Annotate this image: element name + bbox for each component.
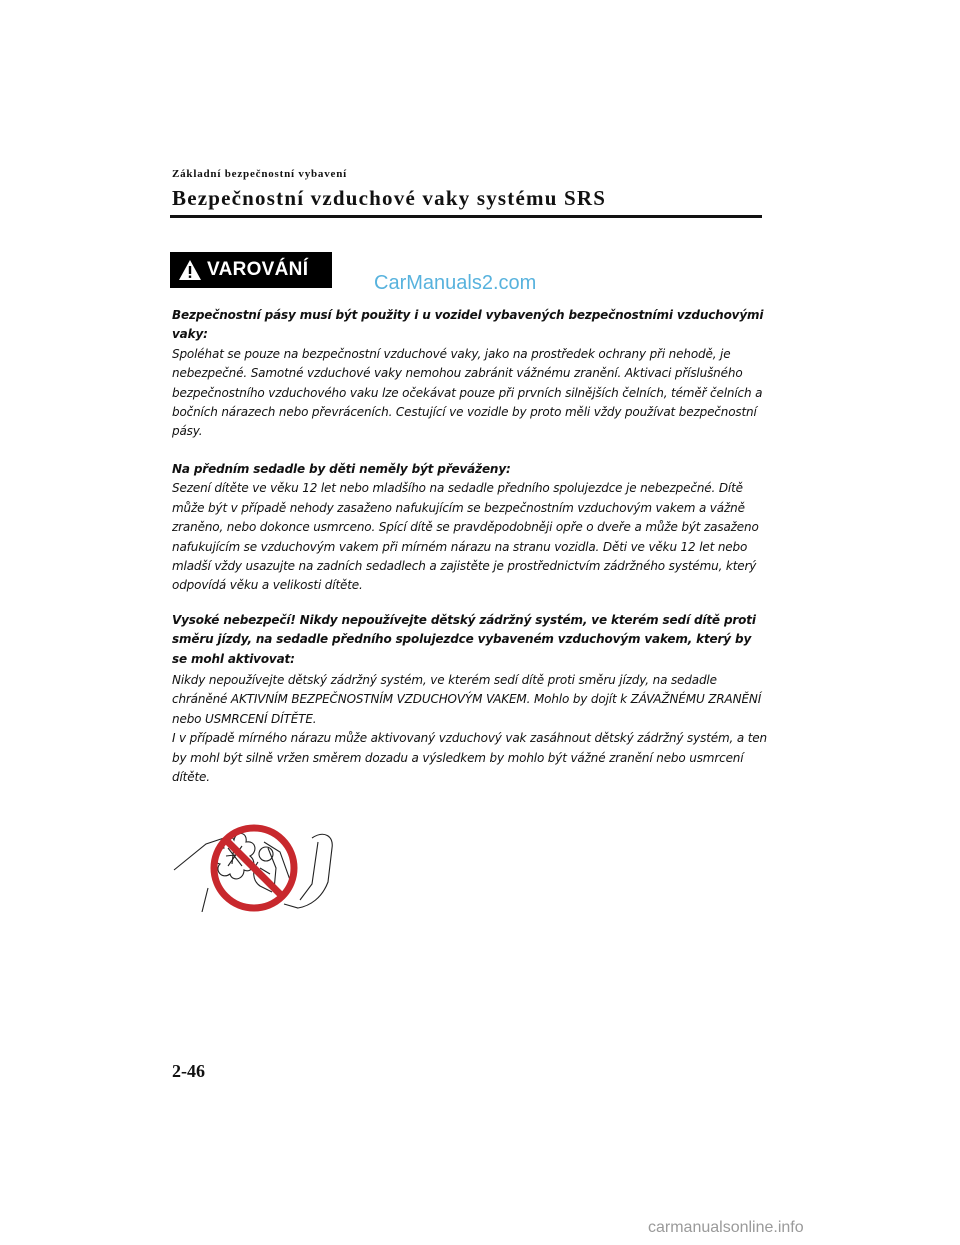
- watermark-link[interactable]: CarManuals2.com: [374, 272, 537, 294]
- paragraph-heading: Bezpečnostní pásy musí být použity i u vozidel vybavených bezpečnostními vzduchovými vaky:: [172, 308, 764, 342]
- footer-watermark-link[interactable]: carmanualsonline.info: [648, 1219, 804, 1236]
- warning-block-seatbelts: [172, 306, 767, 442]
- paragraph-heading: Vysoké nebezpečí! Nikdy nepoužívejte dětský zádržný systém, ve kterém sedí dítě proti směru jízdy, na sedadle předního spolujezdce vybaveném vzduchovým vakem, který by se mohl aktivovat:: [172, 613, 756, 666]
- warning-badge: [170, 252, 332, 288]
- warning-label: VAROVÁNÍ: [207, 259, 309, 280]
- warning-triangle-icon: [178, 259, 202, 281]
- paragraph-body: Spoléhat se pouze na bezpečnostní vzduchové vaky, jako na prostředek ochrany při nehodě, je nebezpečné. Samotné vzduchové vaky nemohou zabránit vážnému zranění. Aktivaci příslušného bezpečnostního vzduchového vaku lze očekávat pouze při prvních silnějších čelních, téměř čelních a bočních nárazech nebo převráceních. Cestující ve vozidle by proto měli vždy používat bezpečnostní pásy.: [172, 346, 763, 439]
- paragraph-body: I v případě mírného nárazu může aktivovaný vzduchový vak zasáhnout dětský zádržný systém, a ten by mohl být silně vržen směrem dozadu a výsledkem by mohlo být vážné zranění nebo usmrcení dítěte.: [172, 731, 767, 785]
- page-title: Bezpečnostní vzduchové vaky systému SRS: [172, 186, 607, 210]
- paragraph-body: Sezení dítěte ve věku 12 let nebo mladšího na sedadle předního spolujezdce je nebezpečné. Dítě může být v případě nehody zasaženo nafukujícím se bezpečnostním vzduchovým vakem a vážně zraněno, nebo dokonce usmrceno. Spící dítě se pravděpodobněji opře o dveře a může být zasaženo nafukujícím se vzduchovým vakem při mírném nárazu na stranu vozidla. Děti ve věku 12 let nebo mladší vždy usazujte na zadních sedadlech a zajistěte je prostřednictvím zádržného systému, který odpovídá věku a velikosti dítěte.: [172, 481, 759, 593]
- warning-block-children-front: [172, 460, 767, 596]
- title-divider: [170, 215, 762, 218]
- warning-block-rear-facing-heading: [172, 611, 767, 669]
- warning-block-rear-facing-body: [172, 671, 767, 787]
- page-number: 2-46: [172, 1061, 205, 1081]
- paragraph-heading: Na předním sedadle by děti neměly být převáženy:: [172, 462, 511, 476]
- section-label: Základní bezpečnostní vybavení: [172, 168, 347, 180]
- paragraph-body: Nikdy nepoužívejte dětský zádržný systém, ve kterém sedí dítě proti směru jízdy, na sedadle chráněné AKTIVNÍM BEZPEČNOSTNÍM VZDUCHOVÝM VAKEM. Mohlo by dojít k ZÁVAŽNÉMU ZRANĚNÍ nebo USMRCENÍ DÍTĚTE.: [172, 673, 762, 726]
- rear-facing-seat-prohibition-illustration: [172, 808, 350, 912]
